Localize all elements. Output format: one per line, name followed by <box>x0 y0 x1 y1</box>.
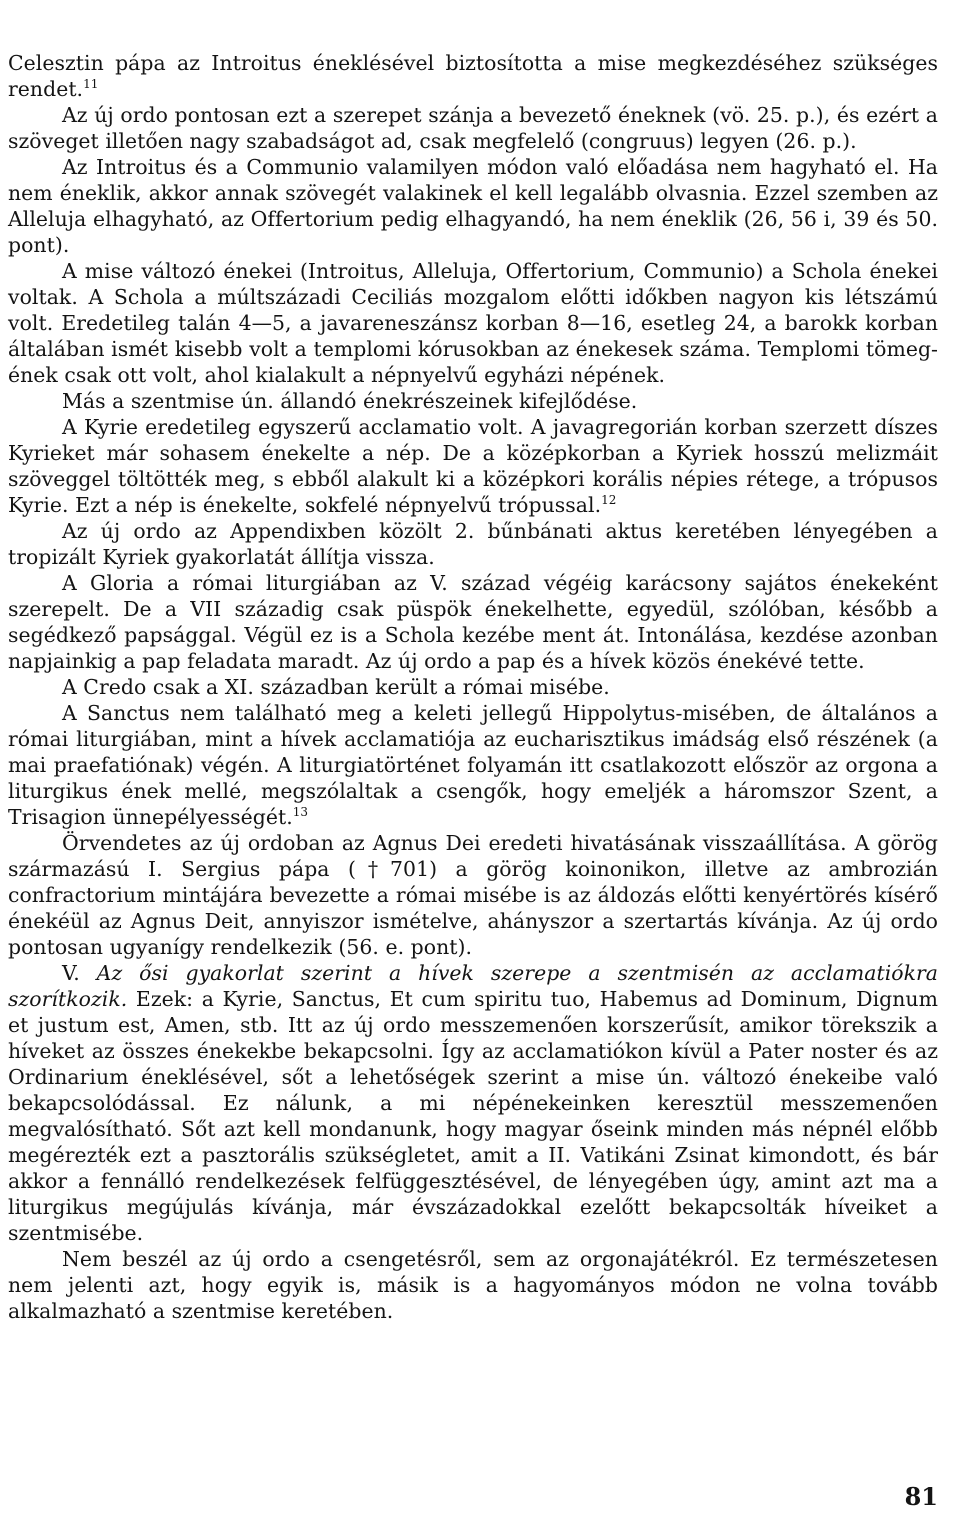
paragraph <box>8 830 938 960</box>
paragraph <box>8 570 938 674</box>
paragraph <box>8 50 938 102</box>
paragraph <box>8 700 938 830</box>
paragraph-text: Ezek: a Kyrie, Sanctus, Et cum spiritu tuo, Habemus ad Dominum, Dignum et justum est, Amen, stb. Itt az új ordo messzemenően korszerűsít, amikor törekszik a híveket az összes énekekbe bekapcsolni. Így az acclamatiókon kívül a Pater noster és az Ordinarium éneklésével, sőt a lehetőségek szerint a mise ún. változó énekeibe való bekapcsolódással. Ez nálunk, a mi népénekeinken keresztül messzemenően megvalósítható. Sőt azt kell mondanunk, hogy magyar őseink minden más népnél előbb megérezték ezt a pasztorális szükségletet, amit a II. Vatikáni Zsinat kimondott, és bár akkor a fennálló rendelkezések felfüggesztésével, de lényegében úgy, amint azt ma a liturgikus megújulás kívánja, már évszázadokkal ezelőtt bekapcsolták híveiket a szentmisébe. <box>8 987 938 1245</box>
paragraph <box>8 388 938 414</box>
paragraph <box>8 518 938 570</box>
paragraph <box>8 414 938 518</box>
paragraph-text: A Sanctus nem található meg a keleti jellegű Hippolytus-misében, de általános a római liturgiában, mint a hívek acclamatiója az eucharisztikus imádság első részének (a mai praefatiónak) végén. A liturgiatörténet folyamán itt csatlakozott először az orgona a liturgikus ének mellé, megszólaltak a csengők, hogy emeljék a háromszor Szent, a Trisagion ünnepélyességét. <box>8 701 938 829</box>
paragraph-text: Más a szentmise ún. állandó énekrészeinek kifejlődése. <box>62 389 638 413</box>
footnote-marker: 11 <box>83 77 99 92</box>
paragraph <box>8 960 938 1246</box>
paragraph-text: Az új ordo az Appendixben közölt 2. bűnbánati aktus keretében lényegében a tropizált Kyriek gyakorlatát állítja vissza. <box>8 519 938 569</box>
paragraph-text: Az új ordo pontosan ezt a szerepet szánja a bevezető éneknek (vö. 25. p.), és ezért a szöveget illetően nagy szabadságot ad, csak megfelelő (congruus) legyen (26. p.). <box>8 103 938 153</box>
body-text <box>8 50 938 1324</box>
paragraph-text: Az Introitus és a Communio valamilyen módon való előadása nem hagyható el. Ha nem éneklik, akkor annak szövegét valakinek el kell legalább olvasnia. Ezzel szemben az Alleluja elhagyható, az Offertorium pedig elhagyandó, ha nem éneklik (26, 56 i, 39 és 50. pont). <box>8 155 938 257</box>
italic-text: Az ősi gyakorlat szerint a hívek szerepe a szentmisén az acclamatiókra szorítkozik. <box>8 961 939 1011</box>
paragraph <box>8 674 938 700</box>
footnote-marker: 12 <box>601 493 617 508</box>
paragraph-text: A Gloria a római liturgiában az V. század végéig karácsony sajátos énekeként szerepelt. De a VII századig csak püspök énekelhette, egyedül, szólóban, később a segédkező papsággal. Végül ez is a Schola kezébe ment át. Intonálása, kezdése azonban napjainkig a pap feladata maradt. Az új ordo a pap és a hívek közös énekévé tette. <box>8 571 938 673</box>
footnote-marker: 13 <box>292 805 309 820</box>
paragraph-text: Nem beszél az új ordo a csengetésről, sem az orgonajátékról. Ez természetesen nem jelenti azt, hogy egyik is, másik is a hagyományos módon ne volna tovább alkalmazható a szentmise keretében. <box>8 1247 938 1323</box>
paragraph <box>8 154 938 258</box>
paragraph-text: A Kyrie eredetileg egyszerű acclamatio volt. A javagregorián korban szerzett díszes Kyrieket már sohasem énekelte a nép. De a középkorban a Kyriek hosszú melizmáit szöveggel töltötték meg, s ebből alakult ki a középkori korális népies rétege, a trópusos Kyrie. Ezt a nép is énekelte, sokfelé népnyelvű trópussal. <box>8 415 938 517</box>
paragraph-text: A mise változó énekei (Introitus, Alleluja, Offertorium, Communio) a Schola énekei voltak. A Schola a múltszázadi Ceciliás mozgalom előtti időkben nagyon kis létszámú volt. Eredetileg talán 4—5, a javareneszánsz korban 8—16, esetleg 24, a barokk korban általában ismét kisebb volt a templomi kórusokban az énekesek száma. Templomi tömeg-ének csak ott volt, ahol kialakult a népnyelvű egyházi népének. <box>8 259 938 387</box>
paragraph-text: Celesztin pápa az Introitus éneklésével biztosította a mise megkezdéséhez szükséges rendet. <box>8 51 938 101</box>
paragraph-text: Örvendetes az új ordoban az Agnus Dei eredeti hivatásának visszaállítása. A görög származású I. Sergius pápa (†701) a görög koinonikon, illetve az ambrozián confractorium mintájára bevezette a római misébe is az áldozás előtti kenyértörés kísérő énekéül az Agnus Deit, annyiszor ismételve, ahányszor a szertartás kívánja. Az új ordo pontosan ugyanígy rendelkezik (56. e. pont). <box>8 831 938 959</box>
paragraph <box>8 1246 938 1324</box>
paragraph-text: V. <box>62 961 97 985</box>
paragraph <box>8 102 938 154</box>
paragraph <box>8 258 938 388</box>
paragraph-text: A Credo csak a XI. században került a római misébe. <box>62 675 610 699</box>
page-number: 81 <box>904 1482 938 1511</box>
